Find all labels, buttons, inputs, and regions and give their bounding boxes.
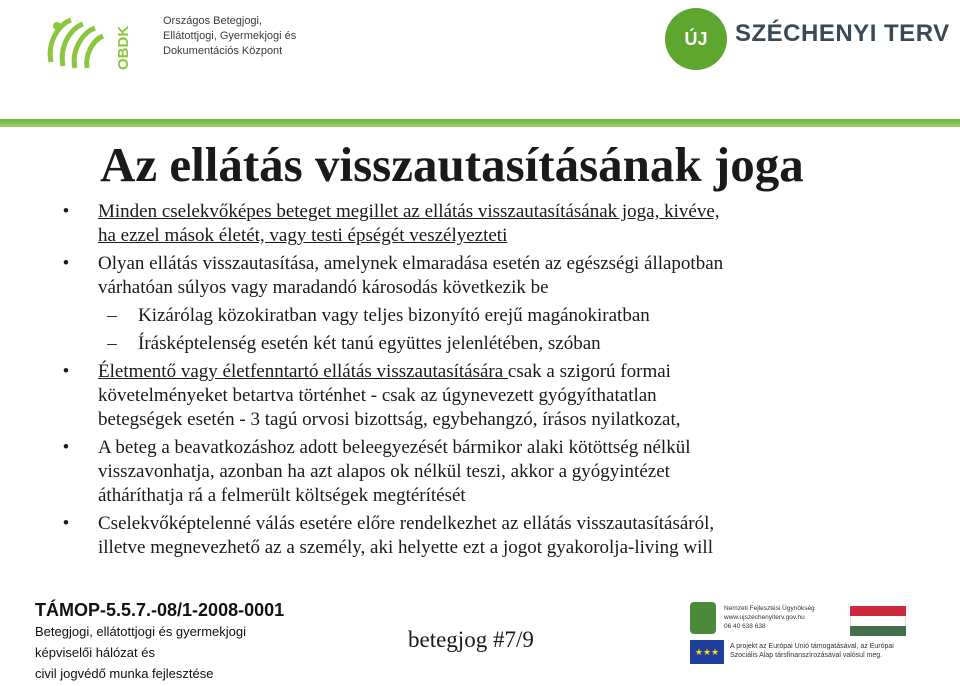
bullet-item: • Életmentő vagy életfenntartó ellátás visszautasítására csak a szigorú formai követelményeket betartva történhet - csak az úgynevezett gyógyíthatatlan betegségek esetén - 3 tagú orvosi bizottság, egybehangzó, írásos nyilatkozat, bbox=[60, 360, 940, 432]
funding-logos bbox=[690, 602, 930, 676]
sub-item: – Írásképtelenség esetén két tanú együttes jelenlétében, szóban bbox=[60, 332, 940, 356]
szechenyi-terv-name: SZÉCHENYI TERV bbox=[735, 20, 950, 47]
eu-support-text: A projekt az Európai Unió támogatásával, az Európai Szociális Alap társfinanszírozásával valósul meg. bbox=[730, 643, 894, 659]
bullet-item: • A beteg a beavatkozáshoz adott beleegyezését bármikor alaki kötöttség nélkül visszavonhatja, azonban ha azt alapos ok nélkül teszi, akkor a gyógyintézet átháríthatja rá a felmerült költségek megtérítését bbox=[60, 436, 940, 508]
szechenyi-terv-logo bbox=[665, 8, 950, 76]
slide-body bbox=[60, 200, 940, 562]
obdk-name: Országos Betegjogi, Ellátottjogi, Gyermekjogi és Dokumentációs Központ bbox=[163, 15, 297, 57]
bullet-icon: • bbox=[62, 437, 70, 458]
dash-icon: – bbox=[107, 333, 117, 354]
slide-number: betegjog #7/9 bbox=[408, 627, 534, 652]
obdk-abbreviation: OBDK bbox=[115, 25, 132, 70]
nfu-logo-icon bbox=[690, 602, 716, 634]
bullet-item: • Minden cselekvőképes beteget megillet az ellátás visszautasításának joga, kivéve, ha ezzel mások életét, vagy testi épségét veszélyezteti bbox=[60, 200, 940, 248]
header-divider bbox=[0, 119, 960, 127]
project-code: TÁMOP-5.5.7.-08/1-2008-0001 bbox=[35, 600, 285, 620]
agency-info: Nemzeti Fejlesztési Ügynökség www.ujszechenyiterv.gov.hu 06 40 638 638 bbox=[724, 605, 815, 630]
dash-icon: – bbox=[107, 305, 117, 326]
project-description: Betegjogi, ellátottjogi és gyermekjogi képviselői hálózat és civil jogvédő munka fejlesztése bbox=[35, 624, 247, 681]
obdk-logo bbox=[45, 12, 297, 72]
bullet-icon: • bbox=[62, 253, 70, 274]
bullet-icon: • bbox=[62, 201, 70, 222]
bullet-icon: • bbox=[62, 361, 70, 382]
sub-item: – Kizárólag közokiratban vagy teljes bizonyító erejű magánokiratban bbox=[60, 304, 940, 328]
bullet-icon: • bbox=[62, 513, 70, 534]
uj-badge: ÚJ bbox=[665, 8, 727, 70]
bullet-item: • Cselekvőképtelenné válás esetére előre rendelkezhet az ellátás visszautasításáról, illetve megnevezhető az a személy, aki helyette ezt a jogot gyakorolja-living will bbox=[60, 512, 940, 560]
hungarian-flag-icon bbox=[850, 606, 906, 636]
eu-flag-icon: ★★★ bbox=[690, 640, 724, 664]
obdk-logo-mark-icon bbox=[45, 12, 115, 72]
slide-title: Az ellátás visszautasításának joga bbox=[100, 137, 804, 192]
bullet-item: • Olyan ellátás visszautasítása, amelynek elmaradása esetén az egészségi állapotban várhatóan súlyos vagy maradandó károsodás következik be bbox=[60, 252, 940, 300]
project-info bbox=[35, 600, 284, 684]
